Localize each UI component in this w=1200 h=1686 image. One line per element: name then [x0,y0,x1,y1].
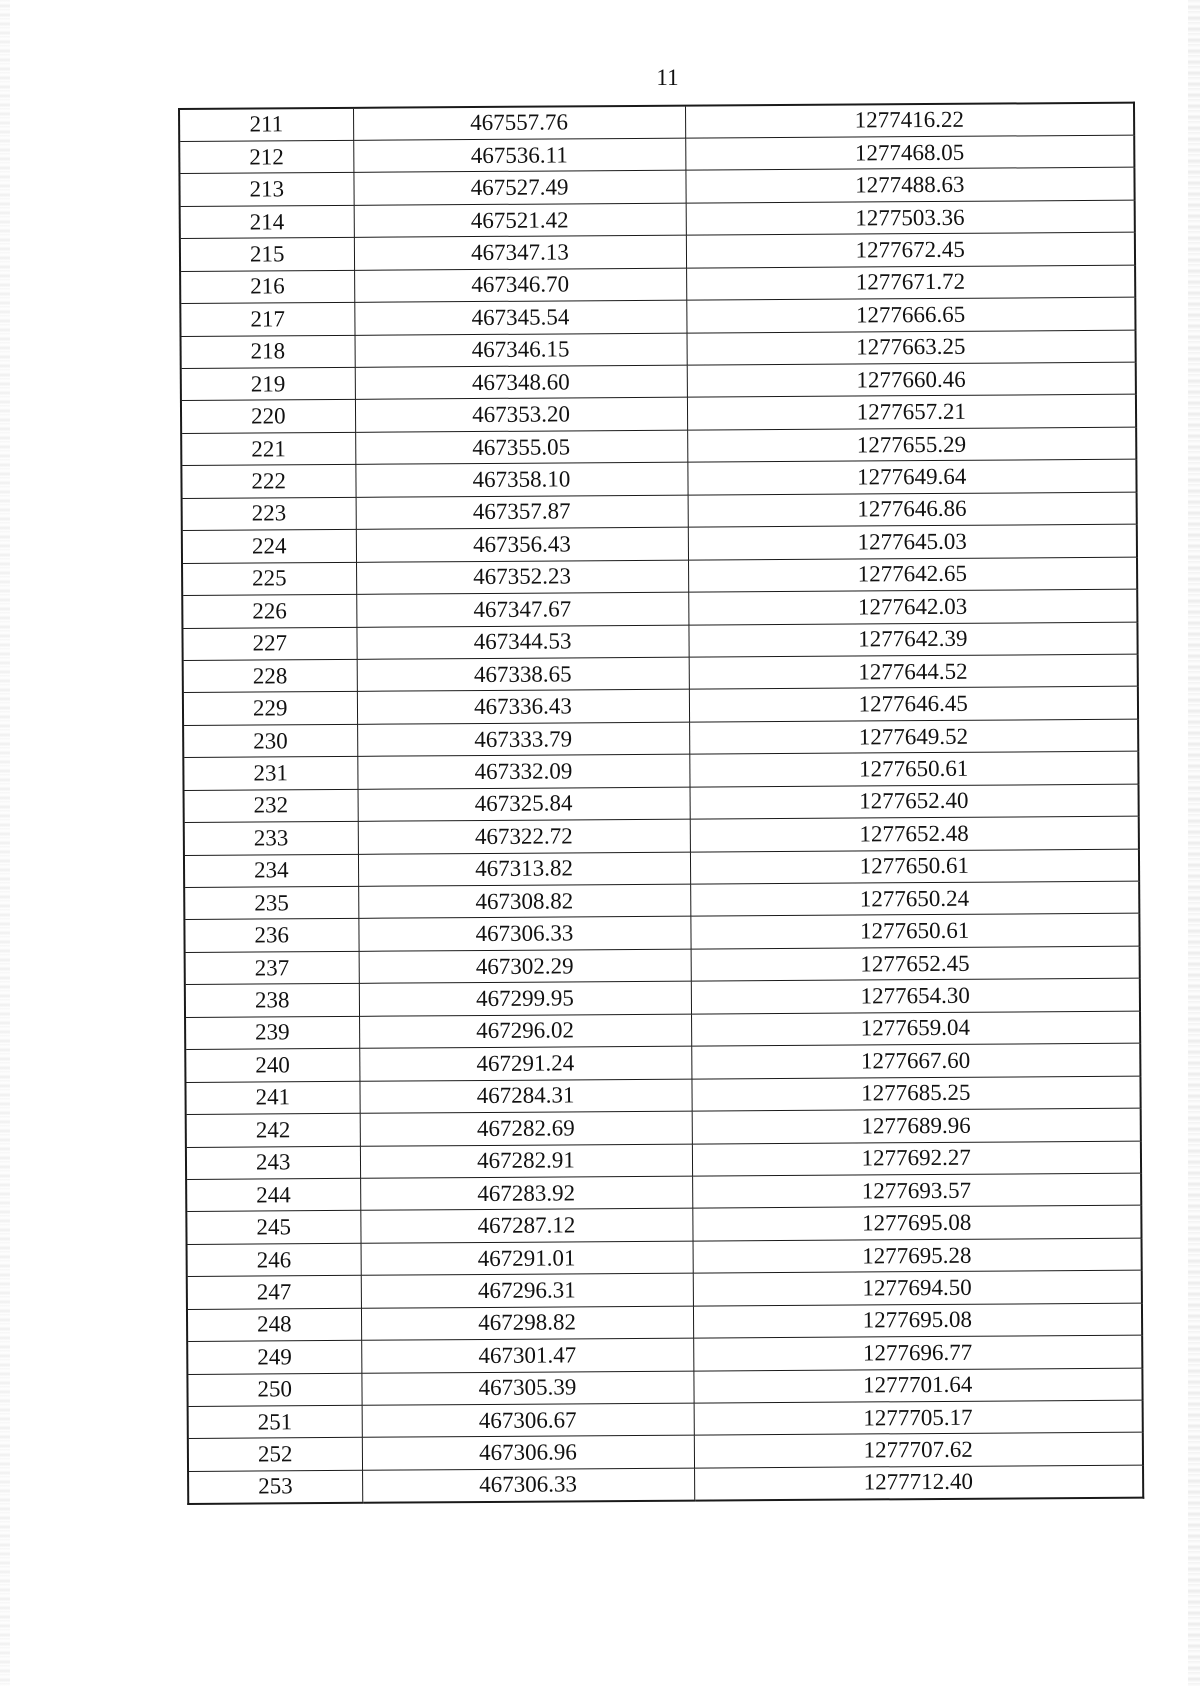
point-number-cell: 240 [185,1049,359,1083]
point-number-cell: 252 [188,1438,362,1472]
y-coordinate-cell: 1277649.52 [689,719,1138,754]
y-coordinate-cell: 1277660.46 [687,362,1136,397]
point-number-cell: 246 [187,1243,361,1277]
x-coordinate-cell: 467348.60 [355,365,687,400]
x-coordinate-cell: 467306.96 [362,1436,694,1471]
point-number-cell: 212 [179,140,353,174]
x-coordinate-cell: 467347.67 [356,592,688,627]
point-number-cell: 237 [185,951,359,985]
x-coordinate-cell: 467355.05 [355,430,687,465]
x-coordinate-cell: 467325.84 [358,787,690,822]
x-coordinate-cell: 467352.23 [356,560,688,595]
x-coordinate-cell: 467336.43 [357,689,689,724]
point-number-cell: 239 [185,1016,359,1050]
y-coordinate-cell: 1277646.86 [688,492,1137,527]
x-coordinate-cell: 467306.33 [362,1468,694,1503]
y-coordinate-cell: 1277712.40 [694,1465,1143,1500]
y-coordinate-cell: 1277672.45 [686,232,1135,267]
x-coordinate-cell: 467356.43 [356,527,688,562]
point-number-cell: 231 [183,757,357,791]
point-number-cell: 247 [187,1276,361,1310]
y-coordinate-cell: 1277701.64 [693,1368,1142,1403]
y-coordinate-cell: 1277644.52 [689,654,1138,689]
x-coordinate-cell: 467296.02 [359,1014,691,1049]
x-coordinate-cell: 467322.72 [358,819,690,854]
point-number-cell: 223 [182,497,356,531]
point-number-cell: 253 [188,1470,362,1504]
y-coordinate-cell: 1277642.03 [688,589,1137,624]
y-coordinate-cell: 1277655.29 [687,427,1136,462]
x-coordinate-cell: 467346.15 [355,333,687,368]
point-number-cell: 250 [187,1373,361,1407]
point-number-cell: 245 [186,1211,360,1245]
point-number-cell: 251 [188,1405,362,1439]
y-coordinate-cell: 1277705.17 [694,1400,1143,1435]
table-row [188,1465,1143,1504]
point-number-cell: 235 [184,886,358,920]
y-coordinate-cell: 1277659.04 [691,1011,1140,1046]
point-number-cell: 214 [180,205,354,239]
point-number-cell: 221 [181,432,355,466]
x-coordinate-cell: 467283.92 [360,1176,692,1211]
point-number-cell: 217 [180,302,354,336]
page-number: 11 [656,65,679,90]
point-number-cell: 243 [186,1146,360,1180]
point-number-cell: 244 [186,1178,360,1212]
point-number-cell: 225 [182,562,356,596]
point-number-cell: 238 [185,984,359,1018]
y-coordinate-cell: 1277503.36 [686,200,1135,235]
y-coordinate-cell: 1277468.05 [685,135,1134,170]
scan-edge-right [1188,0,1200,1686]
point-number-cell: 216 [180,270,354,304]
y-coordinate-cell: 1277652.40 [690,784,1139,819]
point-number-cell: 249 [187,1340,361,1374]
point-number-cell: 242 [186,1113,360,1147]
point-number-cell: 224 [182,530,356,564]
point-number-cell: 228 [183,659,357,693]
y-coordinate-cell: 1277695.28 [693,1238,1142,1273]
x-coordinate-cell: 467306.67 [362,1403,694,1438]
x-coordinate-cell: 467521.42 [354,203,686,238]
y-coordinate-cell: 1277663.25 [687,330,1136,365]
point-number-cell: 229 [183,692,357,726]
x-coordinate-cell: 467282.69 [360,1111,692,1146]
y-coordinate-cell: 1277650.24 [690,881,1139,916]
x-coordinate-cell: 467287.12 [360,1208,692,1243]
point-number-cell: 220 [181,400,355,434]
y-coordinate-cell: 1277649.64 [687,459,1136,494]
x-coordinate-cell: 467313.82 [358,852,690,887]
y-coordinate-cell: 1277671.72 [686,265,1135,300]
x-coordinate-cell: 467557.76 [353,106,685,141]
point-number-cell: 218 [181,335,355,369]
x-coordinate-cell: 467305.39 [361,1371,693,1406]
coordinate-table-body [179,103,1143,1504]
y-coordinate-cell: 1277696.77 [693,1335,1142,1370]
x-coordinate-cell: 467346.70 [354,268,686,303]
y-coordinate-cell: 1277685.25 [691,1076,1140,1111]
y-coordinate-cell: 1277693.57 [692,1173,1141,1208]
x-coordinate-cell: 467296.31 [361,1273,693,1308]
x-coordinate-cell: 467284.31 [359,1079,691,1114]
y-coordinate-cell: 1277650.61 [690,914,1139,949]
y-coordinate-cell: 1277666.65 [686,297,1135,332]
point-number-cell: 226 [182,594,356,628]
x-coordinate-cell: 467357.87 [356,495,688,530]
x-coordinate-cell: 467536.11 [353,138,685,173]
x-coordinate-cell: 467344.53 [356,625,688,660]
y-coordinate-cell: 1277654.30 [691,978,1140,1013]
x-coordinate-cell: 467353.20 [355,398,687,433]
y-coordinate-cell: 1277642.65 [688,557,1137,592]
point-number-cell: 213 [179,173,353,207]
x-coordinate-cell: 467332.09 [357,754,689,789]
point-number-cell: 222 [181,465,355,499]
y-coordinate-cell: 1277488.63 [685,168,1134,203]
y-coordinate-cell: 1277695.08 [692,1206,1141,1241]
y-coordinate-cell: 1277650.61 [689,751,1138,786]
x-coordinate-cell: 467298.82 [361,1306,693,1341]
x-coordinate-cell: 467291.24 [359,1046,691,1081]
x-coordinate-cell: 467347.13 [354,235,686,270]
x-coordinate-cell: 467306.33 [358,917,690,952]
x-coordinate-cell: 467308.82 [358,884,690,919]
point-number-cell: 232 [184,789,358,823]
x-coordinate-cell: 467301.47 [361,1338,693,1373]
x-coordinate-cell: 467338.65 [357,657,689,692]
x-coordinate-cell: 467282.91 [360,1144,692,1179]
y-coordinate-cell: 1277642.39 [688,622,1137,657]
point-number-cell: 227 [182,627,356,661]
y-coordinate-cell: 1277694.50 [693,1270,1142,1305]
point-number-cell: 236 [184,919,358,953]
y-coordinate-cell: 1277416.22 [685,103,1134,138]
y-coordinate-cell: 1277652.48 [690,816,1139,851]
y-coordinate-cell: 1277652.45 [691,946,1140,981]
point-number-cell: 215 [180,238,354,272]
point-number-cell: 219 [181,367,355,401]
y-coordinate-cell: 1277646.45 [689,687,1138,722]
y-coordinate-cell: 1277695.08 [693,1303,1142,1338]
x-coordinate-cell: 467291.01 [361,1241,693,1276]
x-coordinate-cell: 467302.29 [359,949,691,984]
point-number-cell: 234 [184,854,358,888]
y-coordinate-cell: 1277645.03 [688,524,1137,559]
y-coordinate-cell: 1277689.96 [692,1108,1141,1143]
y-coordinate-cell: 1277667.60 [691,1043,1140,1078]
x-coordinate-cell: 467299.95 [359,981,691,1016]
scan-edge-left [0,0,10,1686]
x-coordinate-cell: 467527.49 [353,171,685,206]
x-coordinate-cell: 467358.10 [355,462,687,497]
coordinate-table [178,102,1144,1505]
point-number-cell: 248 [187,1308,361,1342]
y-coordinate-cell: 1277650.61 [690,849,1139,884]
y-coordinate-cell: 1277707.62 [694,1433,1143,1468]
point-number-cell: 211 [179,108,353,142]
y-coordinate-cell: 1277692.27 [692,1141,1141,1176]
point-number-cell: 233 [184,821,358,855]
y-coordinate-cell: 1277657.21 [687,395,1136,430]
point-number-cell: 230 [183,724,357,758]
x-coordinate-cell: 467333.79 [357,722,689,757]
point-number-cell: 241 [185,1081,359,1115]
x-coordinate-cell: 467345.54 [354,300,686,335]
